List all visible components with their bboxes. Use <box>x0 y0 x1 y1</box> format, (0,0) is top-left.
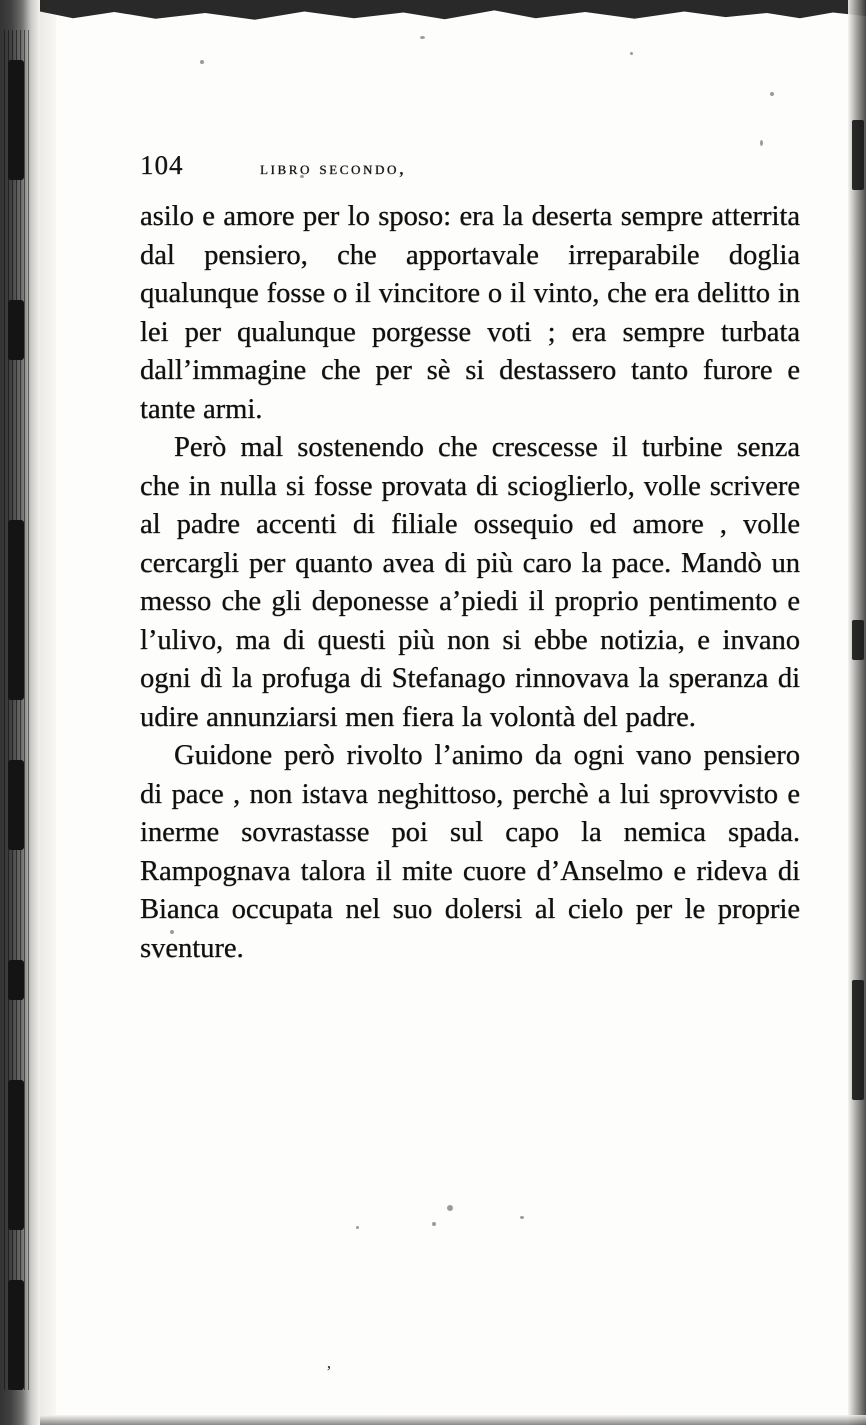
scan-left-blob-artifact <box>8 960 24 1000</box>
scan-left-blob-artifact <box>8 1080 24 1230</box>
page-foot-mark: ’ <box>326 1362 332 1381</box>
dust-speck <box>520 1216 524 1219</box>
scan-bottom-edge-artifact <box>40 1415 866 1425</box>
dust-speck <box>630 52 633 55</box>
paragraph: Guidone però rivolto l’animo da ogni vano pensiero di pace , non istava neghittoso, perchè a lui sprovvisto e inerme sovrastasse poi sul capo la nemica spada. Rampognava talora il mite cuore d’Anselmo e rideva di Bianca occupata nel suo dolersi al cielo per le proprie sventure. <box>140 740 800 964</box>
scan-right-blob-artifact <box>852 980 864 1100</box>
scan-left-blob-artifact <box>8 520 24 700</box>
scan-left-blob-artifact <box>8 60 24 180</box>
dust-speck <box>432 1222 436 1226</box>
scan-gutter <box>40 0 56 1425</box>
scan-right-edge-artifact <box>848 0 866 1425</box>
scan-right-blob-artifact <box>852 620 864 660</box>
dust-speck <box>760 140 763 146</box>
scan-left-blob-artifact <box>8 760 24 850</box>
dust-speck <box>356 1226 359 1229</box>
scan-right-blob-artifact <box>852 120 864 190</box>
paragraph: asilo e amore per lo sposo: era la deserta sempre atterrita dal pensiero, che apportavale irreparabile doglia qualunque fosse o il vincitore o il vinto, che era delitto in lei per qualunque porgesse voti ; era sempre turbata dall’immagine che per sè si destassero tanto furore e tante armi. <box>140 201 800 425</box>
paragraph: Però mal sostenendo che crescesse il turbine senza che in nulla si fosse provata di scioglierlo, volle scrivere al padre accenti di filiale ossequio ed amore , volle cercargli per quanto avea di più caro la pace. Mandò un messo che gli deponesse a’piedi il proprio pentimento e l’ulivo, ma di questi più non si ebbe notizia, e invano ogni dì la profuga di Stefanago rinnovava la speranza di udire annunziarsi men fiera la volontà del padre. <box>140 432 800 733</box>
folio-number: 104 <box>140 150 184 180</box>
scan-left-blob-artifact <box>8 300 24 360</box>
page-text-block <box>140 150 800 968</box>
scan-left-blob-artifact <box>8 1280 24 1390</box>
scan-top-edge-artifact <box>40 0 866 26</box>
dust-speck <box>420 36 425 39</box>
dust-speck <box>447 1205 453 1211</box>
dust-speck <box>200 60 204 64</box>
running-head: libro secondo, <box>260 158 407 179</box>
page-header <box>140 150 800 190</box>
dust-speck <box>770 92 774 96</box>
